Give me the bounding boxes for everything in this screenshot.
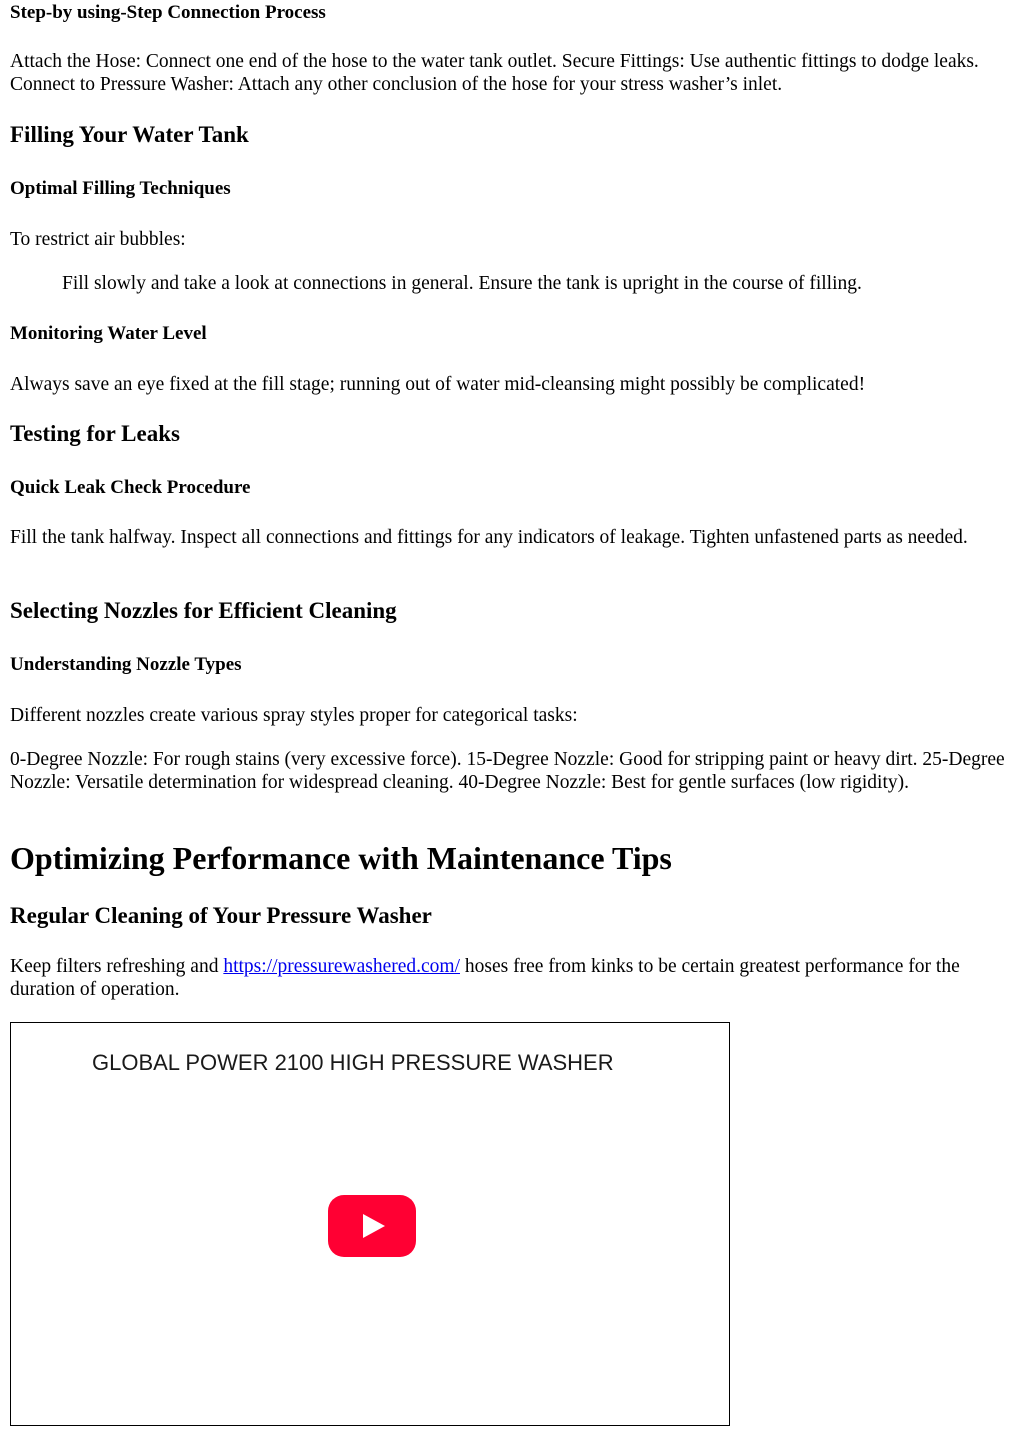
monitoring-water-heading: Monitoring Water Level (10, 323, 207, 344)
nozzle-types-heading: Understanding Nozzle Types (10, 654, 242, 675)
nozzle-types-intro: Different nozzles create various spray styles proper for categorical tasks: (10, 705, 578, 726)
youtube-play-icon[interactable] (328, 1195, 416, 1257)
play-triangle-icon (363, 1214, 385, 1238)
optimal-filling-heading: Optimal Filling Techniques (10, 178, 231, 199)
leak-check-heading: Quick Leak Check Procedure (10, 477, 251, 498)
leak-check-text: Fill the tank halfway. Inspect all connections and fittings for any indicators of leakage. Tighten unfastened parts as needed. (10, 527, 968, 548)
optimal-filling-quote: Fill slowly and take a look at connections in general. Ensure the tank is upright in the course of filling. (62, 273, 862, 294)
nozzles-heading: Selecting Nozzles for Efficient Cleaning (10, 598, 397, 623)
regular-cleaning-text-after: hoses free from kinks to be certain greatest performance for the duration of operation. (10, 956, 960, 1000)
maintenance-tips-heading: Optimizing Performance with Maintenance Tips (10, 840, 672, 876)
optimal-filling-intro: To restrict air bubbles: (10, 229, 186, 250)
regular-cleaning-text-before: Keep filters refreshing and (10, 956, 224, 977)
connection-process-text: Attach the Hose: Connect one end of the hose to the water tank outlet. Secure Fittings: Use authentic fittings to dodge leaks. Connect to Pressure Washer: Attach any other conclusion of the hose for your stress washer’s inlet. (10, 51, 979, 95)
regular-cleaning-heading: Regular Cleaning of Your Pressure Washer (10, 903, 432, 928)
video-title[interactable]: GLOBAL POWER 2100 HIGH PRESSURE WASHER (92, 1050, 614, 1075)
video-embed[interactable] (10, 1022, 730, 1426)
filling-tank-heading: Filling Your Water Tank (10, 122, 249, 147)
testing-leaks-heading: Testing for Leaks (10, 421, 180, 446)
regular-cleaning-text (10, 955, 1006, 1001)
nozzle-types-text: 0-Degree Nozzle: For rough stains (very excessive force). 15-Degree Nozzle: Good for stripping paint or heavy dirt. 25-Degree Nozzle: Versatile determination for widespread cleaning. 40-Degree Nozzle: Best for gentle surfaces (low rigidity). (10, 749, 1005, 793)
monitoring-water-text: Always save an eye fixed at the fill stage; running out of water mid-cleansing might possibly be complicated! (10, 374, 866, 395)
connection-process-heading: Step-by using-Step Connection Process (10, 2, 326, 23)
pressurewashered-link[interactable]: https://pressurewashered.com/ (223, 956, 460, 977)
